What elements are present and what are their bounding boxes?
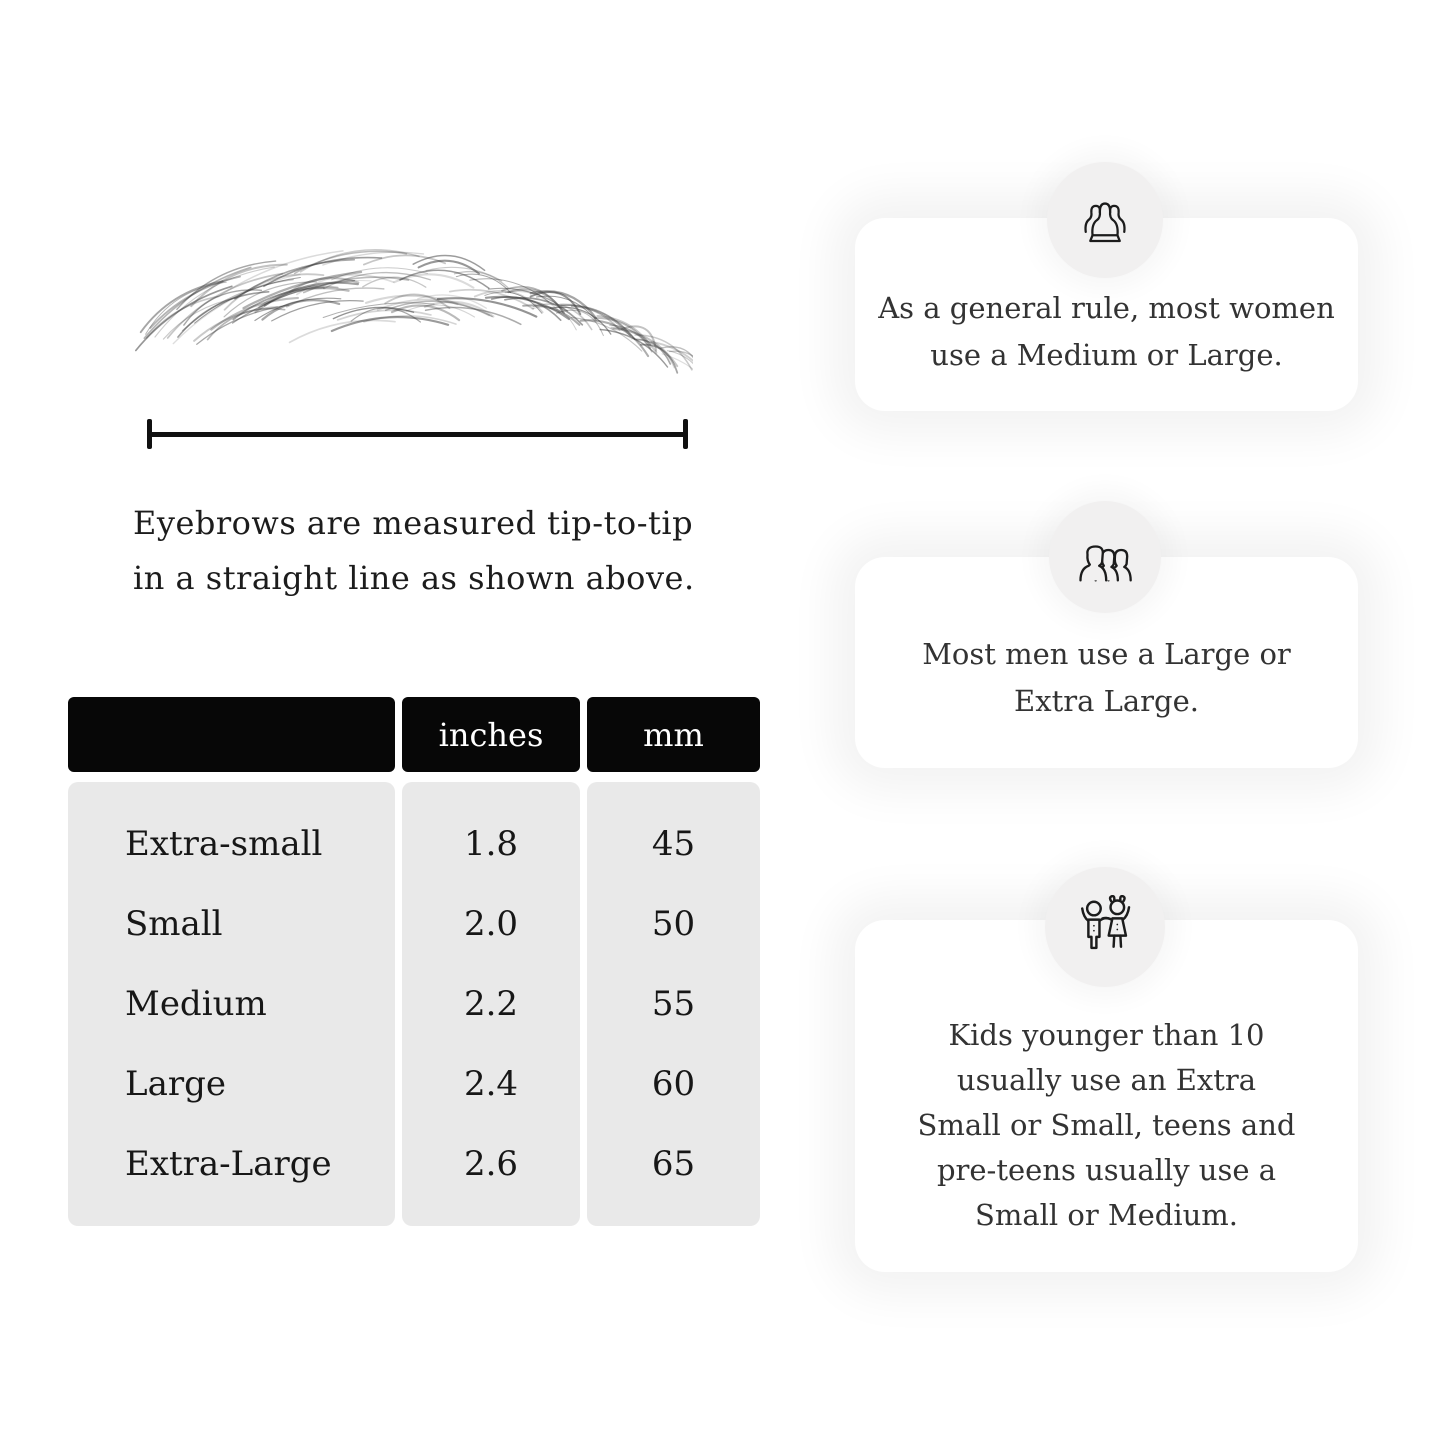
size-table-header-row (68, 697, 760, 772)
men-group-icon (1070, 529, 1140, 585)
measurement-rule (152, 432, 683, 437)
measurement-endcap-right (683, 419, 688, 449)
eyebrow-hair-stroke (332, 317, 448, 331)
measurement-line (147, 419, 688, 449)
kids-icon-circle (1045, 867, 1165, 987)
card-text-line: Most men use a Large or (922, 636, 1291, 671)
table-cell-label: Extra-Large (125, 1144, 332, 1184)
caption-line: Eyebrows are measured tip-to-tip (133, 504, 694, 542)
size-table-body (68, 782, 760, 1226)
card-text-line: As a general rule, most women (878, 290, 1335, 325)
kids-icon (1068, 895, 1142, 959)
card-text-women (878, 285, 1335, 379)
table-cell-label: Small (125, 904, 223, 944)
measurement-caption (133, 496, 773, 606)
table-header-mm: mm (587, 697, 760, 772)
eyebrow-hair-stroke (290, 320, 395, 342)
card-text-line: Small or Small, teens and (917, 1107, 1296, 1142)
eyebrow-hair-stroke (295, 251, 407, 273)
table-cell-mm: 65 (651, 1144, 696, 1184)
table-cell-inches: 2.2 (463, 984, 519, 1024)
caption-line: in a straight line as shown above. (133, 559, 695, 597)
table-cell-inches: 1.8 (463, 824, 519, 864)
table-cell-mm: 60 (651, 1064, 696, 1104)
eyebrow-illustration (118, 222, 693, 407)
card-text-line: Kids younger than 10 (948, 1017, 1265, 1052)
table-column-labels (68, 782, 395, 1226)
table-cell-inches: 2.0 (463, 904, 519, 944)
men-icon-circle (1049, 501, 1161, 613)
table-cell-label: Large (125, 1064, 226, 1104)
card-text-men (922, 631, 1291, 725)
eyebrow-hair-stroke (272, 301, 364, 321)
table-cell-mm: 55 (651, 984, 696, 1024)
table-cell-label: Medium (125, 984, 267, 1024)
table-header-inches: inches (402, 697, 580, 772)
card-text-line: pre-teens usually use a (936, 1152, 1277, 1187)
table-column-mm (587, 782, 760, 1226)
card-text-line: use a Medium or Large. (930, 337, 1283, 372)
size-table (68, 697, 760, 1226)
card-text-kids (918, 1013, 1296, 1238)
card-text-line: Small or Medium. (974, 1197, 1239, 1232)
table-cell-label: Extra-small (125, 824, 323, 864)
card-text-line: Extra Large. (1014, 683, 1199, 718)
eyebrow-hair-stroke (600, 330, 667, 368)
table-cell-inches: 2.6 (463, 1144, 519, 1184)
table-column-inches (402, 782, 580, 1226)
table-cell-inches: 2.4 (463, 1064, 519, 1104)
table-cell-mm: 45 (651, 824, 696, 864)
eyebrow-hair-stroke (406, 305, 474, 317)
card-text-line: usually use an Extra (956, 1062, 1257, 1097)
women-icon-circle (1047, 162, 1163, 278)
table-cell-mm: 50 (651, 904, 696, 944)
table-header-size (68, 697, 395, 772)
women-group-icon (1071, 193, 1139, 247)
